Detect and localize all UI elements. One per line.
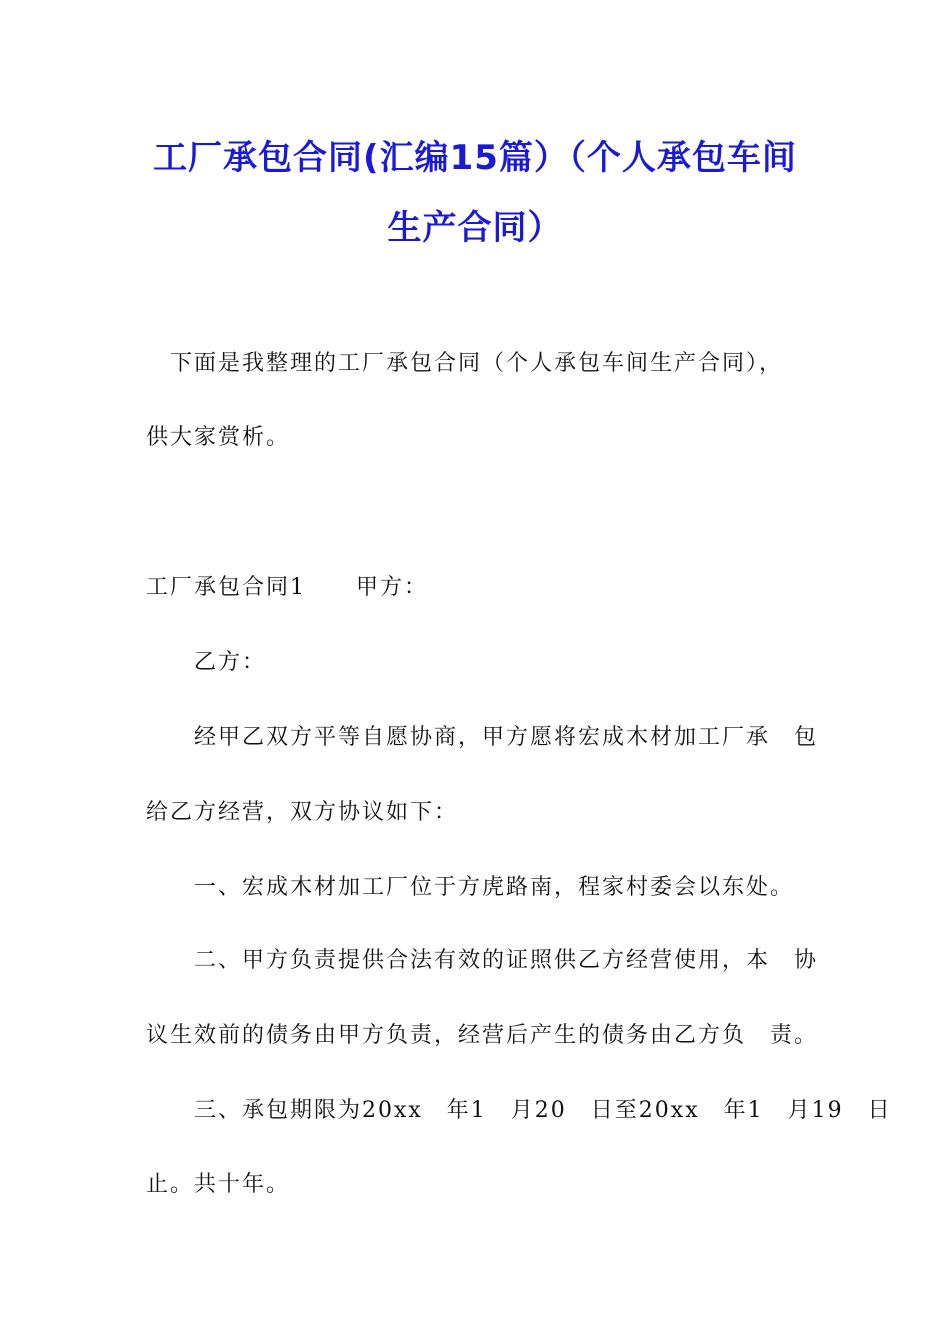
- paragraph-1-line-1: 经甲乙双方平等自愿协商，甲方愿将宏成木材加工厂承 包: [194, 725, 819, 750]
- contract-heading: 工厂承包合同1: [146, 575, 306, 600]
- party-a-label: 甲方：: [356, 575, 429, 600]
- clause-2-line-2: 议生效前的债务由甲方负责，经营后产生的债务由乙方负 责。: [146, 1023, 819, 1048]
- document-title-line-1: 工厂承包合同(汇编15篇）（个人承包车间: [153, 138, 797, 178]
- party-b-label: 乙方：: [194, 650, 267, 675]
- intro-line-2: 供大家赏析。: [146, 425, 291, 450]
- document-title-line-2: 生产合同）: [387, 208, 563, 248]
- intro-line-1: 下面是我整理的工厂承包合同（个人承包车间生产合同），: [170, 351, 784, 376]
- clause-3-line-2: 止。共十年。: [146, 1172, 291, 1197]
- paragraph-1-line-2: 给乙方经营，双方协议如下：: [146, 800, 459, 825]
- clause-2-line-1: 二、甲方负责提供合法有效的证照供乙方经营使用，本 协: [194, 948, 819, 973]
- clause-3-line-1: 三、承包期限为20xx 年1 月20 日至20xx 年1 月19 日: [194, 1098, 892, 1123]
- clause-1: 一、宏成木材加工厂位于方虎路南，程家村委会以东处。: [194, 875, 795, 900]
